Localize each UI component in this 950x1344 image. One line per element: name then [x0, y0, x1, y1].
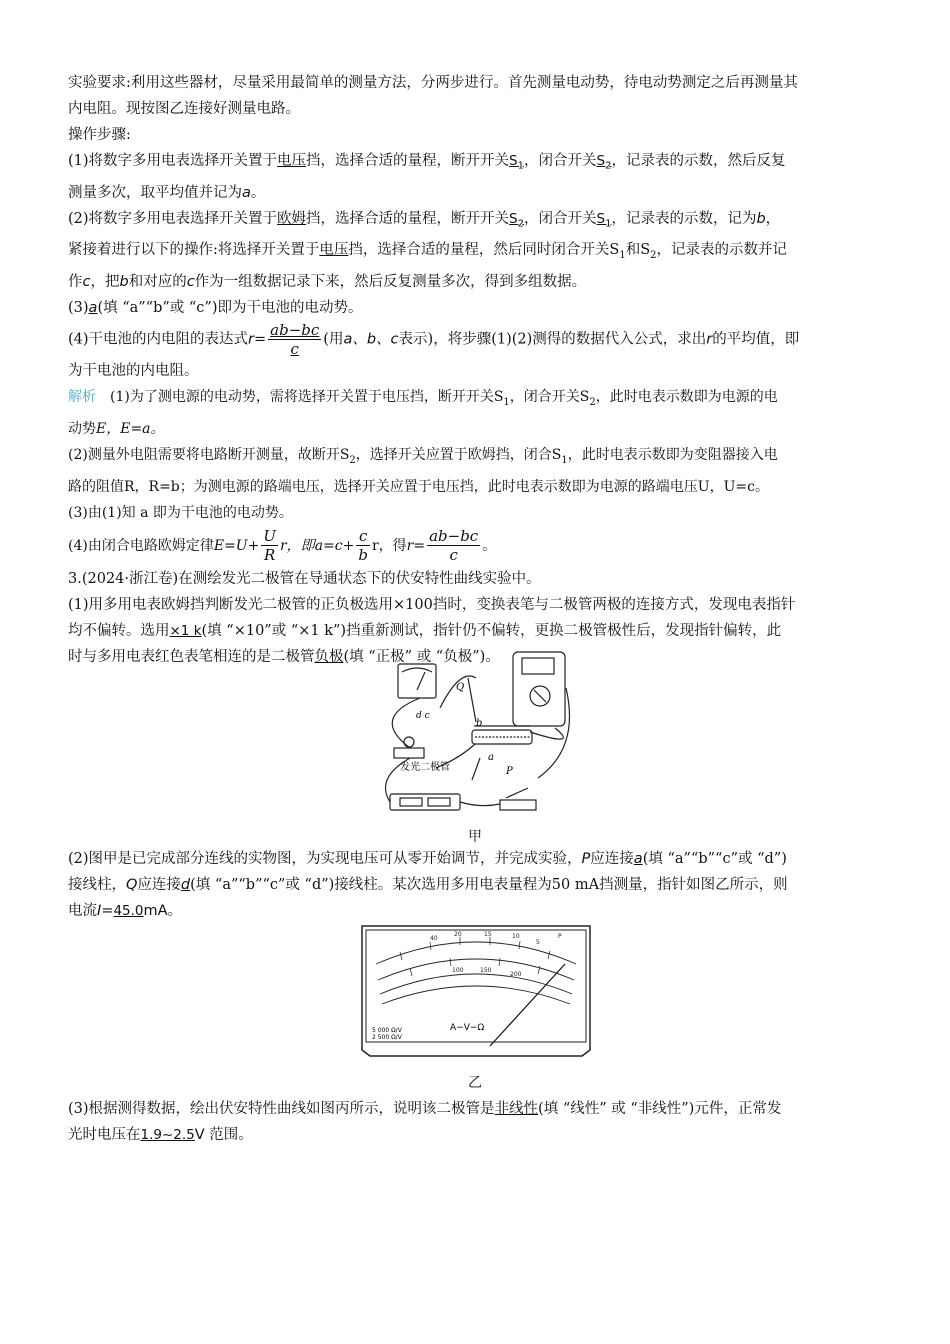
answer-current: 45.0 — [113, 903, 144, 919]
svg-text:5: 5 — [536, 939, 540, 946]
svg-text:d c: d c — [416, 711, 430, 721]
answer-negative: 负极 — [314, 648, 344, 665]
svg-text:A−V−Ω: A−V−Ω — [450, 1023, 485, 1033]
svg-text:2 500 Ω/V: 2 500 Ω/V — [372, 1034, 402, 1041]
figure-circuit-apparatus — [380, 648, 580, 830]
requirement-line-2: 内电阻。现按图乙连接好测量电路。 — [68, 101, 300, 117]
answer-voltage-range: 1.9~2.5 — [140, 1127, 195, 1143]
q3-title: 3.(2024·浙江卷)在测绘发光二极管在导通状态下的伏安特性曲线实验中。 — [68, 570, 541, 587]
svg-text:200: 200 — [510, 971, 522, 978]
svg-text:20: 20 — [454, 931, 462, 938]
rheostat-icon — [472, 730, 532, 744]
svg-text:15: 15 — [484, 931, 492, 938]
svg-text:a: a — [488, 752, 494, 763]
led-icon — [394, 748, 424, 758]
step-3: (3)a(填 “a”“b”或 “c”)即为干电池的电动势。 — [68, 300, 363, 317]
svg-text:10: 10 — [512, 933, 520, 940]
requirement-line-1: 实验要求:利用这些器材，尽量采用最简单的测量方法，分两步进行。首先测量电动势，待电动势测定之后再测量其 — [68, 75, 798, 91]
step-2: (2)将数字多用电表选择开关置于欧姆挡，选择合适的量程，断开开关$S_2$，闭合开关$S_1$，记录表的示数，记为b， 紧接着进行以下的操作:将选择开关置于电压挡，选择合适的量程，然后同时闭合开关$S_1$和$S_2$，记录表的示数并记 作c，把b和对应的c作为一组数据记录下来，然后反复测量多次，得到多组数据。 — [68, 210, 788, 291]
multimeter-icon — [513, 652, 565, 726]
voltmeter-icon — [398, 664, 436, 698]
svg-text:40: 40 — [430, 935, 438, 942]
analysis-tag: 解析 — [68, 389, 96, 406]
answer-P-terminal: a — [633, 851, 643, 867]
step-1: (1)将数字多用电表选择开关置于电压挡，选择合适的量程，断开开关$S_1$，闭合开关$S_2$，记录表的示数，然后反复 测量多次，取平均值并记为a。 — [68, 153, 786, 201]
answer-voltage-1: 电压 — [277, 153, 307, 169]
figure-2-caption: 乙 — [468, 1075, 482, 1091]
step-4: (4)干电池的内电阻的表达式r= $\frac{ab-bc}{c}$ (用a、b、c表示)，将步骤(1)(2)测得的数据代入公式，求出r的平均值，即 — [68, 321, 800, 359]
meter-needle — [490, 964, 565, 1046]
svg-text:P: P — [558, 933, 562, 940]
analysis-block: 解析 (1)为了测电源的电动势，需将选择开关置于电压挡，断开开关$S_1$，闭合开关$S_2$，此时电表示数即为电源的电 动势E，E=a。 (2)测量外电阻需要将电路断开测量，故断开$S_2$，选择开关应置于欧姆挡，闭合$S_1$，此时电表示数即为变阻器接入电 路的阻值R，R=b；为测电源的路端电压，选择开关应置于电压挡，此时电表示数即为电源的路端电压U，U=c。 (3)由(1)知 a 即为干电池的电动势。 (4)由闭合电路欧姆定律E=U+ $\frac{U}{R}$ r，即a=c+ $\frac{c}{b}$ r，得r= $\frac{ab-bc}{c}$ 。 — [68, 389, 778, 565]
answer-Q-terminal: d — [180, 877, 191, 893]
steps-title: 操作步骤: — [68, 127, 131, 143]
answer-emf-var: a — [88, 300, 98, 317]
answer-s2-close: $S_2$ — [596, 153, 612, 172]
q3-part-2: (2)图甲是已完成部分连线的实物图，为实现电压可从零开始调节，并完成实验，P应连接a(填 “a”“b”“c”或 “d”) 接线柱，Q应连接d(填 “a”“b”“c”或 “d”)接线柱。某次选用多用电表量程为50 mA挡测量，指针如图乙所示，则 电流I=45.0mA。 — [68, 851, 788, 919]
led-label: 发光二极管 — [400, 762, 450, 773]
svg-text:150: 150 — [480, 967, 492, 974]
answer-voltage-2: 电压 — [319, 242, 349, 259]
answer-nonlinear: 非线性 — [494, 1101, 539, 1117]
figure-meter-dial — [360, 924, 592, 1064]
svg-text:Q: Q — [456, 682, 465, 693]
figure-1-caption: 甲 — [468, 829, 482, 845]
q3-part-1: (1)用多用电表欧姆挡判断发光二极管的正负极选用×100挡时，变换表笔与二极管两极的连接方式，发现电表指针 均不偏转。选用×1 k(填 “×10”或 “×1 k”)挡重新测试，指针仍不偏转，更换二极管极性后，发现指针偏转，此 时与多用电表红色表笔相连的是二极管负极(填 “正极” 或 “负极”)。 — [68, 596, 796, 665]
switch-icon — [500, 800, 536, 810]
step-4-line-2: 为干电池的内电阻。 — [68, 363, 199, 380]
answer-ohm: 欧姆 — [277, 210, 307, 227]
answer-x1k: ×1 k — [169, 622, 202, 639]
answer-s2-open: $S_2$ — [509, 210, 524, 230]
document-page — [68, 70, 888, 670]
svg-text:b: b — [476, 718, 483, 729]
svg-text:5 000 Ω/V: 5 000 Ω/V — [372, 1027, 402, 1034]
answer-r-formula: $\frac{ab-bc}{c}$ — [270, 321, 320, 359]
svg-text:100: 100 — [452, 967, 464, 974]
answer-s1-open: $S_1$ — [509, 153, 524, 172]
answer-s1-close: $S_1$ — [596, 210, 612, 230]
svg-text:P: P — [506, 766, 513, 777]
q3-part-3: (3)根据测得数据，绘出伏安特性曲线如图丙所示，说明该二极管是非线性(填 “线性” 或 “非线性”)元件，正常发 光时电压在1.9~2.5V 范围。 — [68, 1101, 782, 1143]
